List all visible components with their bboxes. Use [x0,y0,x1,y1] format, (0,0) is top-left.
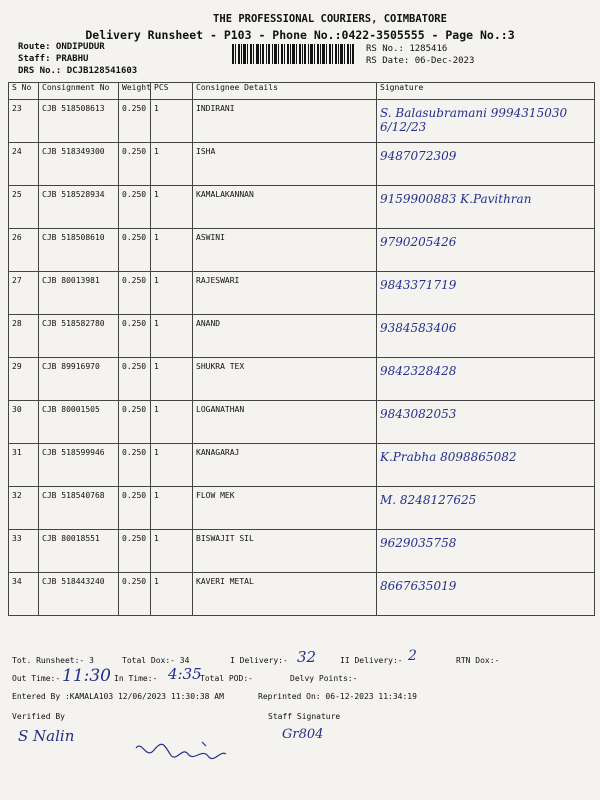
verified-scribble-signature [130,738,230,764]
row-sno: 31 [9,444,39,487]
row-sno: 27 [9,272,39,315]
out-time-label: Out Time:- [12,674,61,683]
row-pcs: 1 [151,229,193,272]
tot-runsheet: Tot. Runsheet:- 3 [12,656,94,665]
row-consignment-no: CJB 518528934 [39,186,119,229]
row-sno: 23 [9,100,39,143]
row-weight: 0.250 [119,229,151,272]
handwritten-signature: 8667635019 [380,579,457,593]
row-pcs: 1 [151,573,193,616]
staff-label: Staff: PRABHU [18,54,89,64]
row-sno: 28 [9,315,39,358]
row-weight: 0.250 [119,530,151,573]
row-pcs: 1 [151,444,193,487]
row-signature [377,186,595,229]
row-pcs: 1 [151,315,193,358]
row-weight: 0.250 [119,100,151,143]
row-weight: 0.250 [119,358,151,401]
row-signature [377,229,595,272]
table-row [9,401,595,444]
row-pcs: 1 [151,358,193,401]
entered-by: Entered By :KAMALA103 12/06/2023 11:30:38 AM [12,692,224,701]
row-sno: 29 [9,358,39,401]
row-signature [377,401,595,444]
row-sno: 25 [9,186,39,229]
i-delivery-value: 32 [297,648,317,666]
handwritten-signature: 9384583406 [380,321,457,335]
col-pcs: PCS [151,83,193,100]
handwritten-signature: S. Balasubramani 9994315030 6/12/23 [380,106,568,134]
delivery-table [8,82,595,616]
handwritten-signature: M. 8248127625 [380,493,477,507]
row-consignee: ASWINI [193,229,377,272]
table-row [9,530,595,573]
row-consignee: INDIRANI [193,100,377,143]
row-consignee: ISHA [193,143,377,186]
row-consignee: LOGANATHAN [193,401,377,444]
row-sno: 32 [9,487,39,530]
rtn-dox-label: RTN Dox:- [456,656,500,665]
row-weight: 0.250 [119,401,151,444]
col-weight: Weight [119,83,151,100]
row-consignment-no: CJB 518443240 [39,573,119,616]
row-consignee: BISWAJIT SIL [193,530,377,573]
table-row [9,487,595,530]
drs-label: DRS No.: DCJB128541603 [18,66,138,76]
row-sno: 30 [9,401,39,444]
table-row [9,100,595,143]
row-consignee: KAMALAKANNAN [193,186,377,229]
row-consignment-no: CJB 80001505 [39,401,119,444]
row-pcs: 1 [151,487,193,530]
row-weight: 0.250 [119,143,151,186]
row-consignment-no: CJB 518349300 [39,143,119,186]
table-row [9,358,595,401]
barcode-image [232,44,354,64]
verified-by-signature: S Nalin [18,727,75,745]
row-signature [377,143,595,186]
route-label: Route: ONDIPUDUR [18,42,105,52]
row-weight: 0.250 [119,487,151,530]
col-signature: Signature [377,83,595,100]
row-pcs: 1 [151,143,193,186]
row-sno: 26 [9,229,39,272]
runsheet-subtitle: Delivery Runsheet - P103 - Phone No.:0422-3505555 - Page No.:3 [85,28,515,42]
table-header-row [9,83,595,100]
row-consignee: FLOW MEK [193,487,377,530]
row-weight: 0.250 [119,444,151,487]
in-time-value: 4:35 [168,665,202,683]
col-consignee: Consignee Details [193,83,377,100]
row-pcs: 1 [151,100,193,143]
handwritten-signature: 9843371719 [380,278,457,292]
table-row [9,229,595,272]
table-row [9,143,595,186]
total-dox: Total Dox:- 34 [122,656,190,665]
row-signature [377,100,595,143]
row-consignment-no: CJB 518508613 [39,100,119,143]
row-sno: 34 [9,573,39,616]
rs-number: RS No.: 1285416 [366,44,448,54]
row-signature [377,444,595,487]
row-sno: 33 [9,530,39,573]
handwritten-signature: K.Prabha 8098865082 [380,450,517,464]
handwritten-signature: 9842328428 [380,364,457,378]
row-pcs: 1 [151,530,193,573]
row-consignment-no: CJB 80013981 [39,272,119,315]
row-consignment-no: CJB 518508610 [39,229,119,272]
table-row [9,186,595,229]
table-row [9,272,595,315]
row-consignee: KANAGARAJ [193,444,377,487]
row-consignee: ANAND [193,315,377,358]
total-pod-label: Total POD:- [200,674,253,683]
row-consignee: RAJESWARI [193,272,377,315]
rs-date: RS Date: 06-Dec-2023 [366,56,475,66]
staff-signature-label: Staff Signature [268,712,341,721]
row-weight: 0.250 [119,315,151,358]
row-consignment-no: CJB 518599946 [39,444,119,487]
out-time-value: 11:30 [62,666,111,686]
ii-delivery-value: 2 [408,648,417,664]
row-weight: 0.250 [119,186,151,229]
row-sno: 24 [9,143,39,186]
company-title: THE PROFESSIONAL COURIERS, COIMBATORE [213,13,447,25]
row-pcs: 1 [151,186,193,229]
row-weight: 0.250 [119,573,151,616]
col-consignment: Consignment No [39,83,119,100]
staff-signature: Gr804 [282,727,324,742]
table-row [9,315,595,358]
reprinted-on: Reprinted On: 06-12-2023 11:34:19 [258,692,417,701]
row-consignment-no: CJB 89916970 [39,358,119,401]
row-signature [377,358,595,401]
row-signature [377,530,595,573]
col-sno: S No [9,83,39,100]
i-delivery-label: I Delivery:- [230,656,288,665]
table-row [9,444,595,487]
row-consignee: KAVERI METAL [193,573,377,616]
row-consignee: SHUKRA TEX [193,358,377,401]
handwritten-signature: 9790205426 [380,235,457,249]
row-signature [377,272,595,315]
row-signature [377,573,595,616]
handwritten-signature: 9487072309 [380,149,457,163]
row-pcs: 1 [151,272,193,315]
verified-by-label: Verified By [12,712,65,721]
row-signature [377,487,595,530]
delvy-points-label: Delvy Points:- [290,674,358,683]
row-pcs: 1 [151,401,193,444]
table-row [9,573,595,616]
in-time-label: In Time:- [114,674,158,683]
ii-delivery-label: II Delivery:- [340,656,403,665]
handwritten-signature: 9843082053 [380,407,457,421]
row-consignment-no: CJB 518582780 [39,315,119,358]
row-signature [377,315,595,358]
row-consignment-no: CJB 518540768 [39,487,119,530]
row-consignment-no: CJB 80018551 [39,530,119,573]
handwritten-signature: 9159900883 K.Pavithran [380,192,532,206]
row-weight: 0.250 [119,272,151,315]
handwritten-signature: 9629035758 [380,536,457,550]
